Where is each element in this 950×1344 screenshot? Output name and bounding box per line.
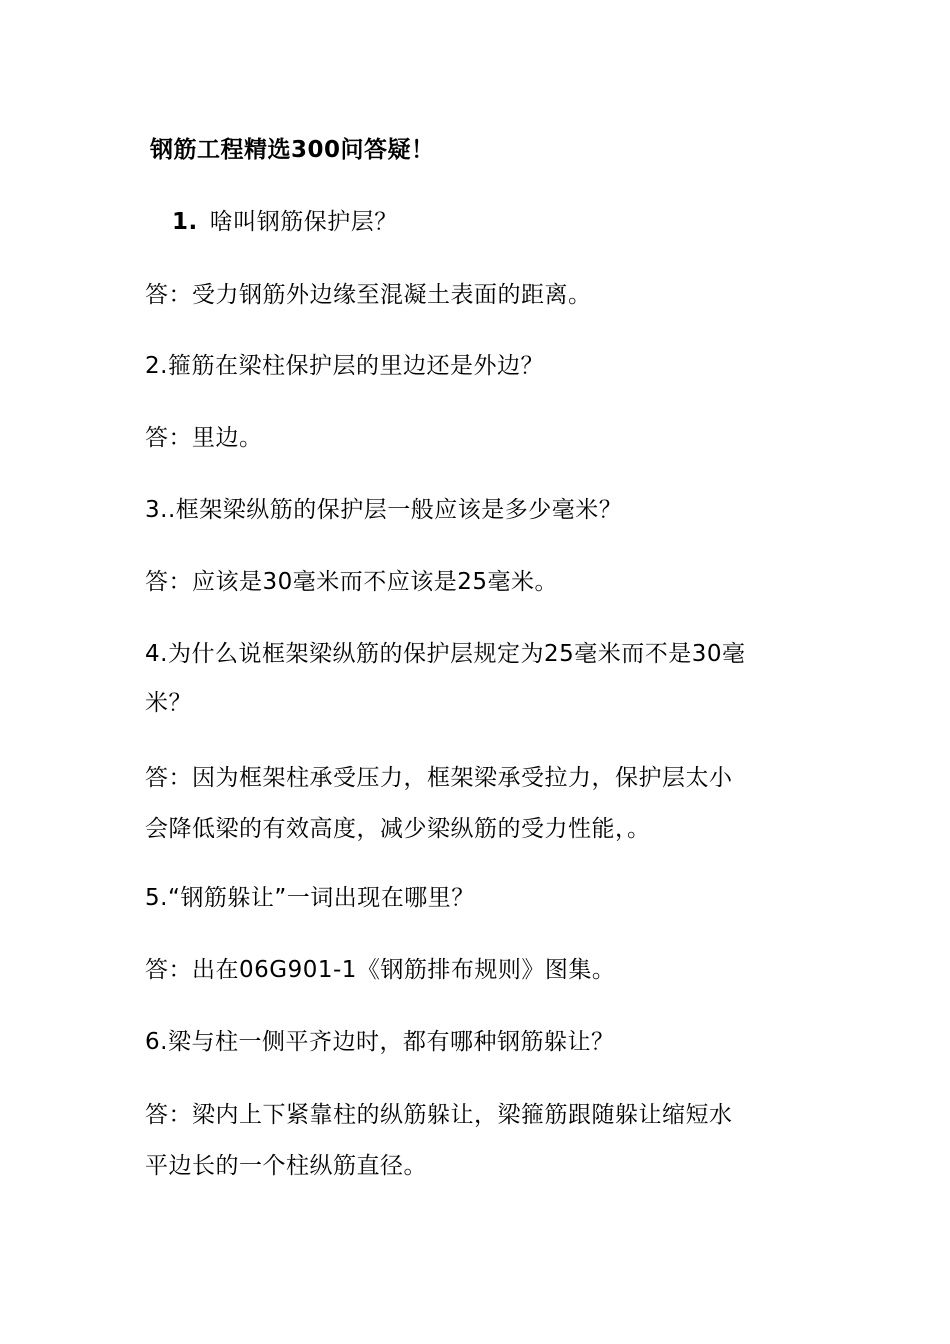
answer-2: 答：里边。 <box>145 425 263 451</box>
answer-3: 答：应该是30毫米而不应该是25毫米。 <box>145 569 559 595</box>
answer-1: 答：受力钢筋外边缘至混凝土表面的距离。 <box>145 282 592 308</box>
question-2: 2.箍筋在梁柱保护层的里边还是外边？ <box>145 353 544 379</box>
question-4-line-2: 米？ <box>145 690 192 716</box>
document-title: 钢筋工程精选300问答疑！ <box>150 137 435 163</box>
question-1 <box>172 206 398 238</box>
question-1-number: 1. <box>172 209 198 235</box>
answer-4-line-1: 答：因为框架柱承受压力，框架梁承受拉力，保护层太小 <box>145 765 733 791</box>
question-6: 6.梁与柱一侧平齐边时，都有哪种钢筋躲让？ <box>145 1029 615 1055</box>
question-1-text: 啥叫钢筋保护层？ <box>209 209 398 235</box>
answer-4-line-2: 会降低梁的有效高度，减少梁纵筋的受力性能，。 <box>145 816 651 842</box>
answer-6-line-2: 平边长的一个柱纵筋直径。 <box>145 1153 427 1179</box>
question-3: 3..框架梁纵筋的保护层一般应该是多少毫米？ <box>145 497 623 523</box>
answer-6-line-1: 答：梁内上下紧靠柱的纵筋躲让，梁箍筋跟随躲让缩短水 <box>145 1102 733 1128</box>
question-5: 5.“钢筋躲让”一词出现在哪里？ <box>145 885 475 911</box>
answer-5: 答：出在06G901-1《钢筋排布规则》图集。 <box>145 957 616 983</box>
question-4-line-1: 4.为什么说框架梁纵筋的保护层规定为25毫米而不是30毫 <box>145 641 746 667</box>
